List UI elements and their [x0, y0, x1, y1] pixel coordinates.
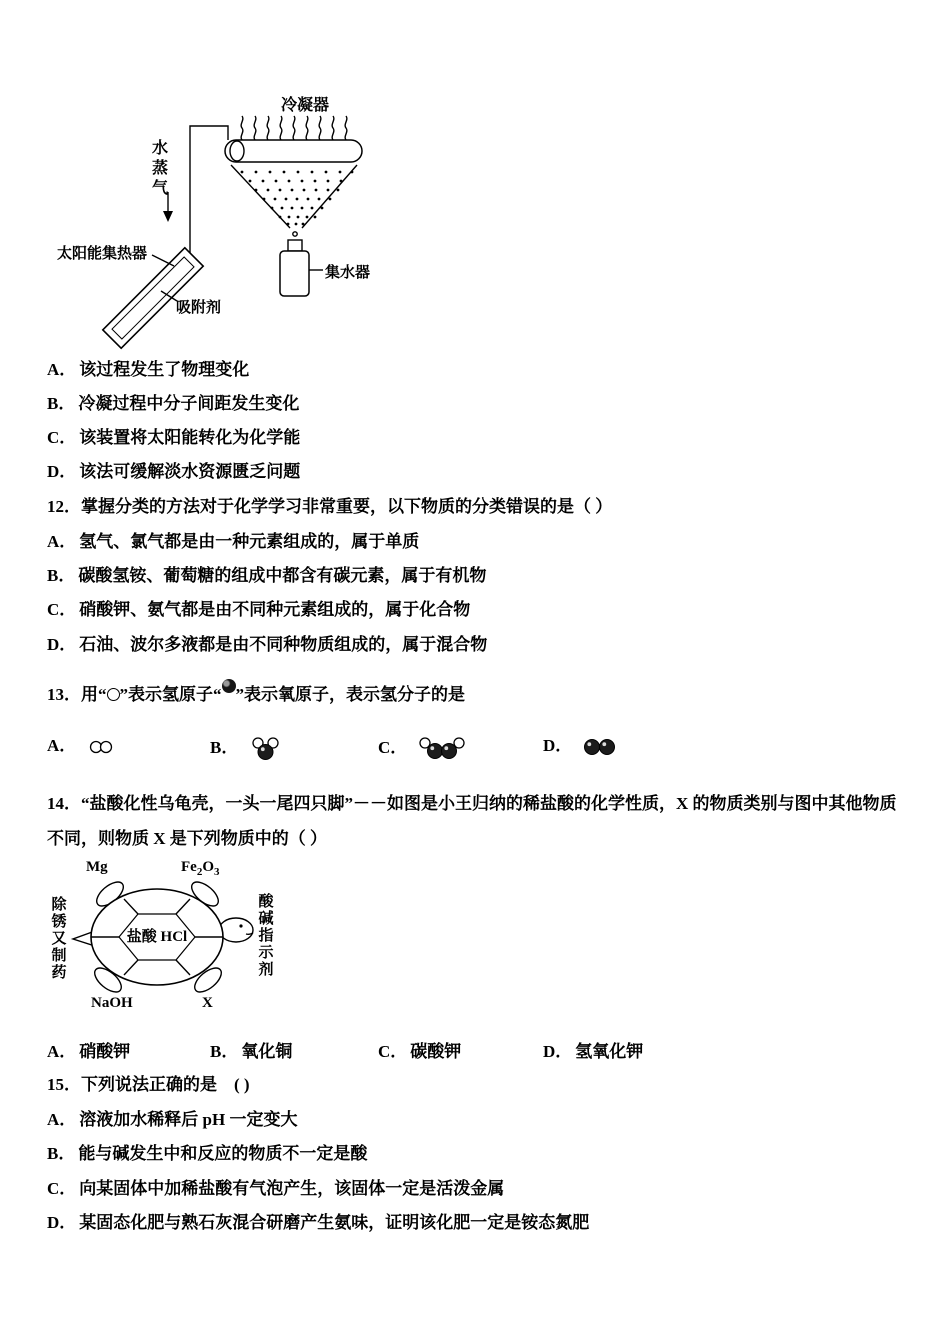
option-text: 氢气、氯气都是由一种元素组成的，属于单质: [79, 532, 420, 551]
option-label: C．: [47, 600, 77, 619]
option-label: D．: [543, 736, 573, 755]
solar-collector-label: 太阳能集热器: [57, 246, 148, 262]
option-text: 能与碱发生中和反应的物质不一定是酸: [78, 1144, 368, 1163]
q13-option-b: [210, 735, 284, 763]
q13-option-c: [378, 735, 467, 763]
formula-sub: 2: [196, 866, 203, 878]
q11-option-c: [47, 427, 300, 449]
oxygen-atom-icon: [222, 679, 236, 693]
q12-stem: 12．掌握分类的方法对于化学学习非常重要，以下物质的分类错误的是（ ）: [47, 497, 613, 516]
formula-part: Fe: [181, 859, 197, 875]
turtle-label-fe2o3: [181, 858, 220, 881]
q13-stem-part: ”表示氢原子“: [119, 685, 222, 704]
option-text: 该法可缓解淡水资源匮乏问题: [79, 462, 301, 481]
q12-option-a: [47, 531, 419, 553]
condenser-tube-shape: [225, 140, 362, 162]
option-text: 该过程发生了物理变化: [79, 360, 250, 379]
steam-waves-icon: [241, 116, 347, 140]
q15-option-c: [47, 1178, 504, 1200]
adsorbent-label: 吸附剂: [176, 300, 222, 316]
option-text: 向某固体中加稀盐酸有气泡产生，该固体一定是活泼金属: [79, 1179, 505, 1198]
q13-option-a: [47, 735, 116, 757]
option-text: 冷凝过程中分子间距发生变化: [78, 394, 300, 413]
receiver-label: 集水器: [325, 265, 371, 281]
q11-option-a: [47, 359, 249, 381]
turtle-label-mg: Mg: [86, 859, 108, 875]
h2o2-molecule-icon: [417, 735, 467, 763]
option-text: 硝酸钾、氨气都是由不同种元素组成的，属于化合物: [79, 600, 471, 619]
option-text: 硝酸钾: [79, 1042, 131, 1061]
q11-option-b: [47, 393, 299, 415]
turtle-head-shape: [219, 918, 253, 942]
option-text: 氢氧化钾: [575, 1042, 644, 1061]
hydrogen-atom-icon: [107, 688, 120, 701]
option-label: C．: [47, 1179, 77, 1198]
option-label: B．: [210, 1042, 239, 1061]
option-label: B．: [210, 737, 239, 757]
option-label: B．: [47, 394, 76, 413]
option-label: D．: [47, 635, 77, 654]
q13-stem: [47, 679, 465, 706]
option-label: C．: [47, 428, 77, 447]
h2o-molecule-icon: [248, 735, 284, 763]
option-label: D．: [543, 1042, 573, 1061]
formula-part: O: [202, 859, 214, 875]
option-label: A．: [47, 736, 77, 755]
option-text: 石油、波尔多液都是由不同种物质组成的，属于混合物: [79, 635, 488, 654]
option-label: A．: [47, 532, 77, 551]
turtle-label-x: X: [202, 995, 213, 1011]
condenser-label: 冷凝器: [281, 97, 330, 114]
q14-option-d: [543, 1041, 643, 1063]
option-label: A．: [47, 1042, 77, 1061]
option-label: B．: [47, 566, 76, 585]
option-label: D．: [47, 1213, 77, 1232]
option-text: 氧化铜: [241, 1042, 293, 1061]
pipe-shape: [190, 126, 228, 264]
q13-stem-part: 13．用“: [47, 685, 107, 704]
collector-bottle-shape: [280, 240, 309, 296]
q14-option-c: [378, 1041, 461, 1063]
option-label: A．: [47, 1110, 77, 1129]
turtle-label-hcl: 盐酸 HCl: [126, 929, 188, 945]
q12-option-c: [47, 599, 470, 621]
option-label: A．: [47, 360, 77, 379]
q12-option-d: [47, 634, 487, 656]
o2-molecule-icon: [582, 736, 618, 758]
option-label: B．: [47, 1144, 76, 1163]
option-text: 该装置将太阳能转化为化学能: [79, 428, 301, 447]
h2-molecule-icon: [86, 737, 116, 757]
turtle-label-uses: 除锈又制药: [51, 897, 67, 981]
mist-dots-icon: [241, 171, 354, 226]
turtle-label-naoh: NaOH: [91, 995, 133, 1011]
option-text: 碳酸钾: [410, 1042, 462, 1061]
option-label: C．: [378, 1042, 408, 1061]
q15-option-a: [47, 1109, 297, 1131]
q15-stem: 15．下列说法正确的是 ( ): [47, 1075, 250, 1094]
q11-option-d: [47, 461, 300, 483]
option-text: 溶液加水稀释后 pH 一定变大: [79, 1110, 298, 1129]
formula-sub: 3: [214, 866, 220, 878]
option-text: 某固态化肥与熟石灰混合研磨产生氨味，证明该化肥一定是铵态氮肥: [79, 1213, 590, 1232]
q12-option-b: [47, 565, 486, 587]
option-label: D．: [47, 462, 77, 481]
q14-option-a: [47, 1041, 130, 1063]
vapor-label: 水蒸气: [151, 140, 168, 197]
q14-option-b: [210, 1041, 292, 1063]
option-label: C．: [378, 737, 408, 757]
turtle-label-indicator: 酸碱指示剂: [258, 894, 274, 978]
q15-option-d: [47, 1212, 589, 1234]
q14-stem: 14．“盐酸化性乌龟壳，一头一尾四只脚”－－如图是小王归纳的稀盐酸的化学性质，X 的物质类别与图中其他物质不同，则物质 X 是下列物质中的（ ）: [47, 794, 897, 848]
apparatus-diagram: [40, 88, 410, 353]
q15-option-b: [47, 1143, 367, 1165]
option-text: 碳酸氢铵、葡萄糖的组成中都含有碳元素，属于有机物: [78, 566, 487, 585]
q13-option-d: [543, 735, 618, 758]
q13-stem-part: ”表示氧原子，表示氢分子的是: [235, 685, 465, 704]
